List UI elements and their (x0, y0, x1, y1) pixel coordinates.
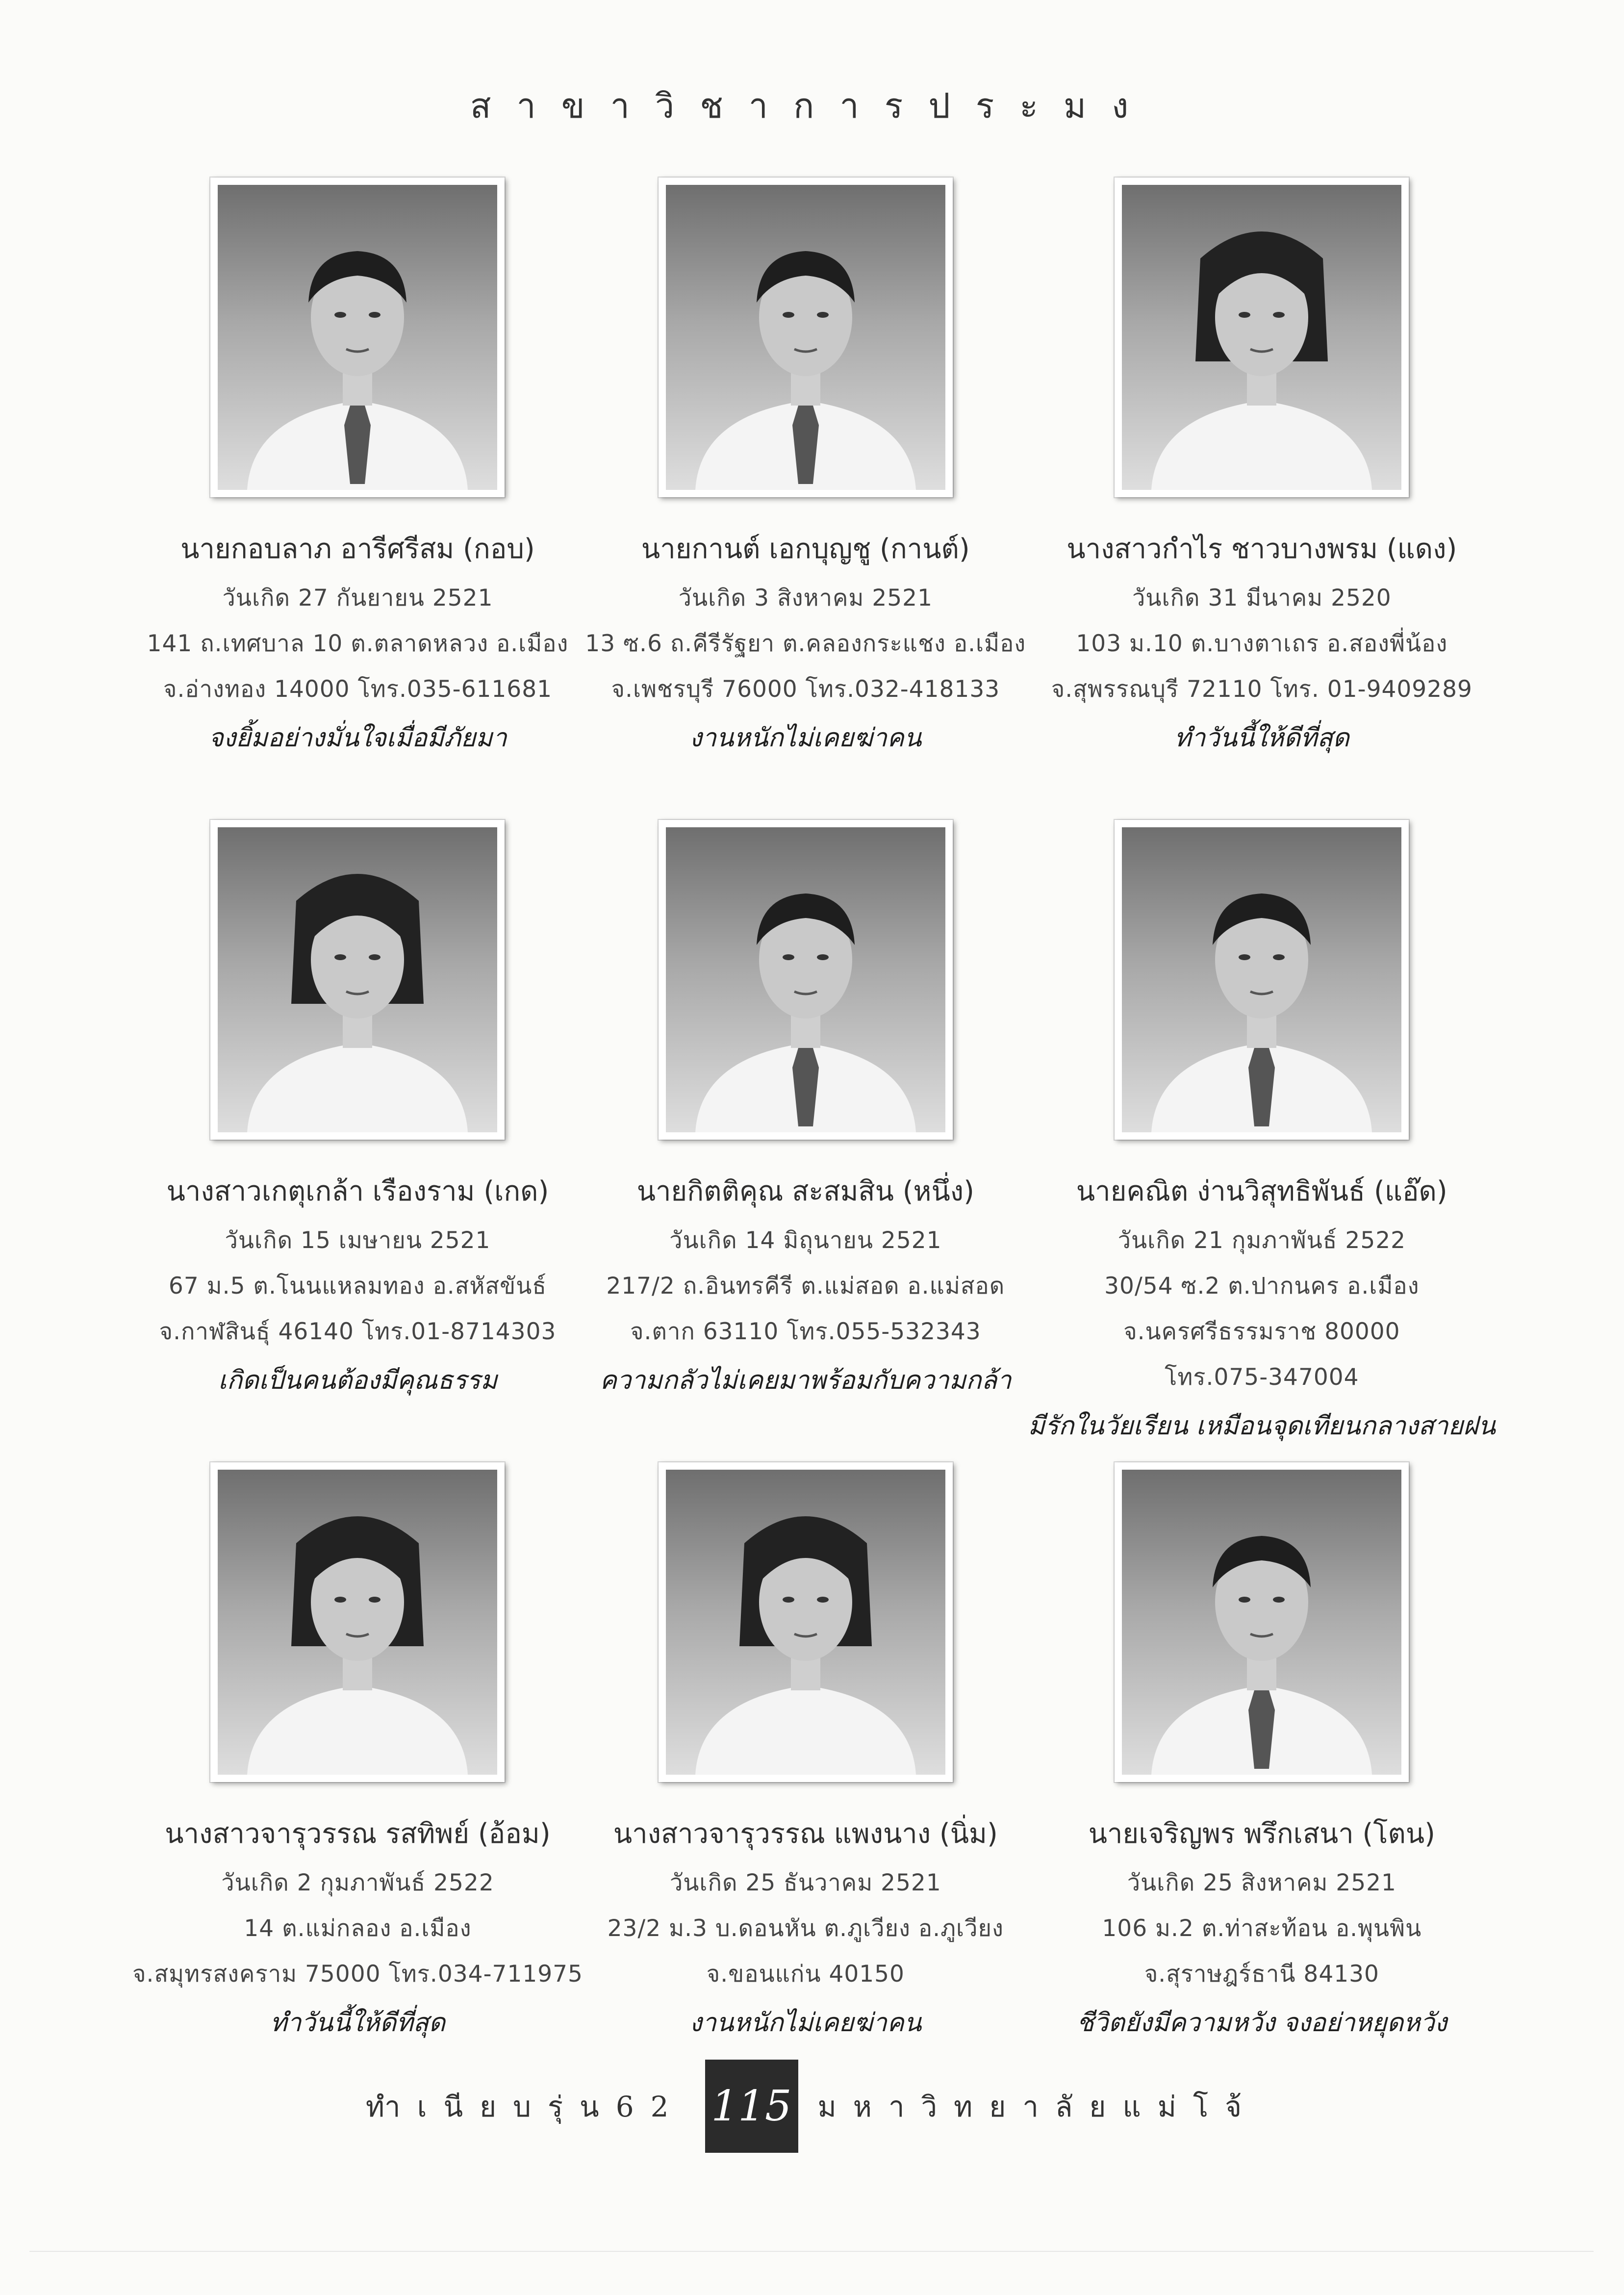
person-name: นางสาวจารุวรรณ แพงนาง (นิ่ม) (613, 1818, 998, 1850)
province-line: จ.สุราษฎร์ธานี 84130 (1144, 1961, 1379, 1988)
birth-date: วันเกิด 3 สิงหาคม 2521 (678, 585, 933, 612)
birth-date: วันเกิด 27 กันยายน 2521 (222, 585, 493, 612)
profile-card (1028, 809, 1496, 1452)
man-portrait-icon (666, 827, 945, 1132)
person-name: นางสาวจารุวรรณ รสทิพย์ (อ้อม) (165, 1818, 551, 1850)
profile-card (132, 809, 583, 1452)
page-number: 115 (711, 2082, 792, 2131)
province-phone: จ.เพชรบุรี 76000 โทร.032-418133 (611, 676, 1000, 703)
woman-portrait-icon (218, 827, 497, 1132)
person-name: นายกานต์ เอกบุญชู (กานต์) (641, 533, 970, 565)
birth-date: วันเกิด 25 ธันวาคม 2521 (669, 1869, 941, 1896)
portrait-photo (1115, 1462, 1409, 1782)
motto: งานหนักไม่เคยฆ่าคน (689, 723, 922, 753)
profile-card (583, 1452, 1028, 2089)
portrait-photo (659, 1462, 953, 1782)
birth-date: วันเกิด 2 กุมภาพันธ์ 2522 (221, 1869, 494, 1896)
birth-date: วันเกิด 14 มิถุนายน 2521 (669, 1227, 942, 1254)
profile-card (1028, 167, 1496, 809)
birth-date: วันเกิด 25 สิงหาคม 2521 (1127, 1869, 1396, 1896)
motto: ความกลัวไม่เคยมาพร้อมกับความกล้า (600, 1366, 1012, 1395)
portrait-photo (659, 820, 953, 1140)
person-name: นางสาวกำไร ชาวบางพรม (แดง) (1066, 533, 1457, 565)
motto: จงยิ้มอย่างมั่นใจเมื่อมีภัยมา (208, 723, 507, 753)
address-line: 13 ซ.6 ถ.คีรีรัฐยา ต.คลองกระแชง อ.เมือง (585, 630, 1026, 657)
man-portrait-icon (666, 185, 945, 490)
motto: มีรักในวัยเรียน เหมือนจุดเทียนกลางสายฝน (1028, 1411, 1496, 1441)
address-line: 23/2 ม.3 บ.ดอนหัน ต.ภูเวียง อ.ภูเวียง (607, 1915, 1004, 1942)
address-line: 217/2 ถ.อินทรคีรี ต.แม่สอด อ.แม่สอด (606, 1273, 1005, 1300)
woman-portrait-icon (218, 1470, 497, 1775)
province-line: จ.ขอนแก่น 40150 (706, 1961, 905, 1988)
province-phone: จ.อ่างทอง 14000 โทร.035-611681 (163, 676, 553, 703)
portrait-photo (210, 820, 505, 1140)
portrait-photo (659, 178, 953, 497)
person-name: นายกิตติคุณ สะสมสิน (หนึ่ง) (636, 1175, 974, 1207)
address-line: 141 ถ.เทศบาล 10 ต.ตลาดหลวง อ.เมือง (147, 630, 569, 657)
profile-card (583, 809, 1028, 1452)
section-title: สาขาวิชาการประมง (470, 86, 1154, 126)
province-phone: จ.กาฬสินธุ์ 46140 โทร.01-8714303 (159, 1318, 557, 1345)
person-name: นายคณิต ง่านวิสุทธิพันธ์ (แอ๊ด) (1076, 1175, 1447, 1207)
footer-university-name: มหาวิทยาลัยแม่โจ้ (817, 2090, 1259, 2123)
man-portrait-icon (1122, 827, 1401, 1132)
bottom-rule (29, 2251, 1594, 2252)
page-footer (0, 2060, 1624, 2153)
profile-grid (132, 167, 1496, 2089)
person-name: นางสาวเกตุเกล้า เรืองราม (เกด) (166, 1175, 549, 1207)
motto: เกิดเป็นคนต้องมีคุณธรรม (218, 1366, 498, 1395)
woman-portrait-icon (666, 1470, 945, 1775)
province-phone: จ.ตาก 63110 โทร.055-532343 (630, 1318, 981, 1345)
profile-card (132, 167, 583, 809)
profile-card (583, 167, 1028, 809)
person-name: นายเจริญพร พรึกเสนา (โตน) (1088, 1818, 1435, 1850)
address-line: 14 ต.แม่กลอง อ.เมือง (244, 1915, 472, 1942)
motto: ชีวิตยังมีความหวัง จงอย่าหยุดหวัง (1076, 2008, 1447, 2038)
portrait-photo (1115, 178, 1409, 497)
footer-yearbook-title: ทำเนียบรุ่น62 (365, 2090, 685, 2123)
woman-portrait-icon (1122, 185, 1401, 490)
motto: ทำวันนี้ให้ดีที่สุด (270, 2008, 445, 2038)
man-portrait-icon (1122, 1470, 1401, 1775)
province-phone: จ.สมุทรสงคราม 75000 โทร.034-711975 (132, 1961, 583, 1988)
phone-line: โทร.075-347004 (1165, 1364, 1359, 1391)
province-line: จ.นครศรีธรรมราช 80000 (1123, 1318, 1400, 1345)
address-line: 106 ม.2 ต.ท่าสะท้อน อ.พุนพิน (1102, 1915, 1422, 1942)
portrait-photo (210, 1462, 505, 1782)
page-number-box (705, 2060, 798, 2153)
portrait-photo (1115, 820, 1409, 1140)
address-line: 67 ม.5 ต.โนนแหลมทอง อ.สหัสขันธ์ (168, 1273, 547, 1300)
address-line: 30/54 ซ.2 ต.ปากนคร อ.เมือง (1104, 1273, 1420, 1300)
motto: ทำวันนี้ให้ดีที่สุด (1174, 723, 1349, 753)
profile-card (1028, 1452, 1496, 2089)
province-phone: จ.สุพรรณบุรี 72110 โทร. 01-9409289 (1051, 676, 1472, 703)
profile-card (132, 1452, 583, 2089)
birth-date: วันเกิด 21 กุมภาพันธ์ 2522 (1117, 1227, 1406, 1254)
birth-date: วันเกิด 15 เมษายน 2521 (225, 1227, 491, 1254)
man-portrait-icon (218, 185, 497, 490)
motto: งานหนักไม่เคยฆ่าคน (689, 2008, 922, 2038)
address-line: 103 ม.10 ต.บางตาเถร อ.สองพี่น้อง (1076, 630, 1448, 657)
person-name: นายกอบลาภ อารีศรีสม (กอบ) (180, 533, 535, 565)
birth-date: วันเกิด 31 มีนาคม 2520 (1132, 585, 1392, 612)
portrait-photo (210, 178, 505, 497)
